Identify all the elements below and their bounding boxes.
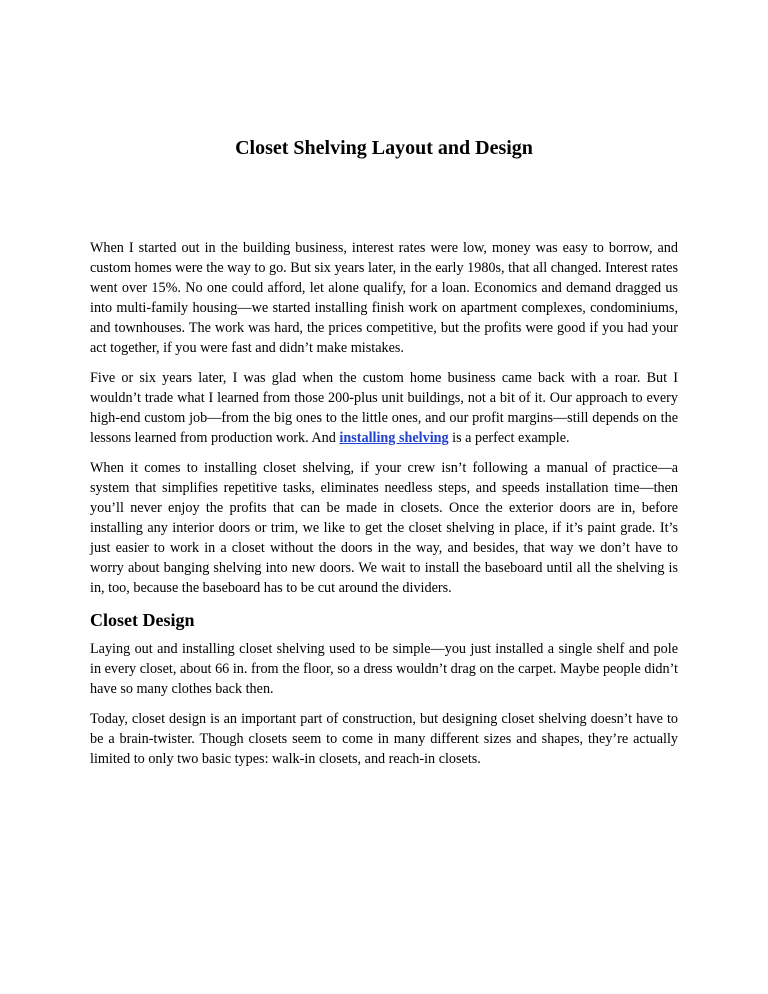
- paragraph-custom-homes: [90, 368, 678, 448]
- document-body: [90, 238, 678, 779]
- paragraph-laying-out: Laying out and installing closet shelving used to be simple—you just installed a single shelf and pole in every closet, about 66 in. from the floor, so a dress wouldn’t drag on the carpet. Maybe people didn’t have so many clothes back then.: [90, 641, 678, 697]
- paragraph-custom-homes-text: Five or six years later, I was glad when the custom home business came back with a roar. But I wouldn’t trade what I learned from those 200-plus unit buildings, not a bit of it. Our approach to every high-end custom job—from the big ones to the little ones, and our profit margins—still depends on the lessons learned from production work. And: [90, 370, 678, 446]
- section-heading-closet-design: Closet Design: [90, 610, 195, 630]
- paragraph-installing: When it comes to installing closet shelving, if your crew isn’t following a manual of practice—a system that simplifies repetitive tasks, eliminates needless steps, and speeds installation time—then you’ll never enjoy the profits that can be made in closets. Once the exterior doors are in, before installing any interior doors or trim, we like to get the closet shelving in place, if it’s paint grade. It’s just easier to work in a closet without the doors in the way, and besides, that way we don’t have to worry about banging shelving into new doors. We wait to install the baseboard until all the shelving is in, too, because the baseboard has to be cut around the dividers.: [90, 460, 678, 596]
- paragraph-today: Today, closet design is an important part of construction, but designing closet shelving doesn’t have to be a brain-twister. Though closets seem to come in many different sizes and shapes, they’re actually limited to only two basic types: walk-in closets, and reach-in closets.: [90, 711, 678, 767]
- document-title: Closet Shelving Layout and Design: [235, 137, 533, 159]
- installing-shelving-link[interactable]: installing shelving: [339, 430, 449, 446]
- paragraph-intro: When I started out in the building business, interest rates were low, money was easy to borrow, and custom homes were the way to go. But six years later, in the early 1980s, that all changed. Interest rates went over 15%. No one could afford, let alone qualify, for a loan. Economics and demand dragged us into multi-family housing—we started installing finish work on apartment complexes, condominiums, and townhouses. The work was hard, the prices competitive, but the profits were good if you had your act together, if you were fast and didn’t make mistakes.: [90, 240, 678, 356]
- paragraph-custom-homes-tail: is a perfect example.: [448, 430, 570, 446]
